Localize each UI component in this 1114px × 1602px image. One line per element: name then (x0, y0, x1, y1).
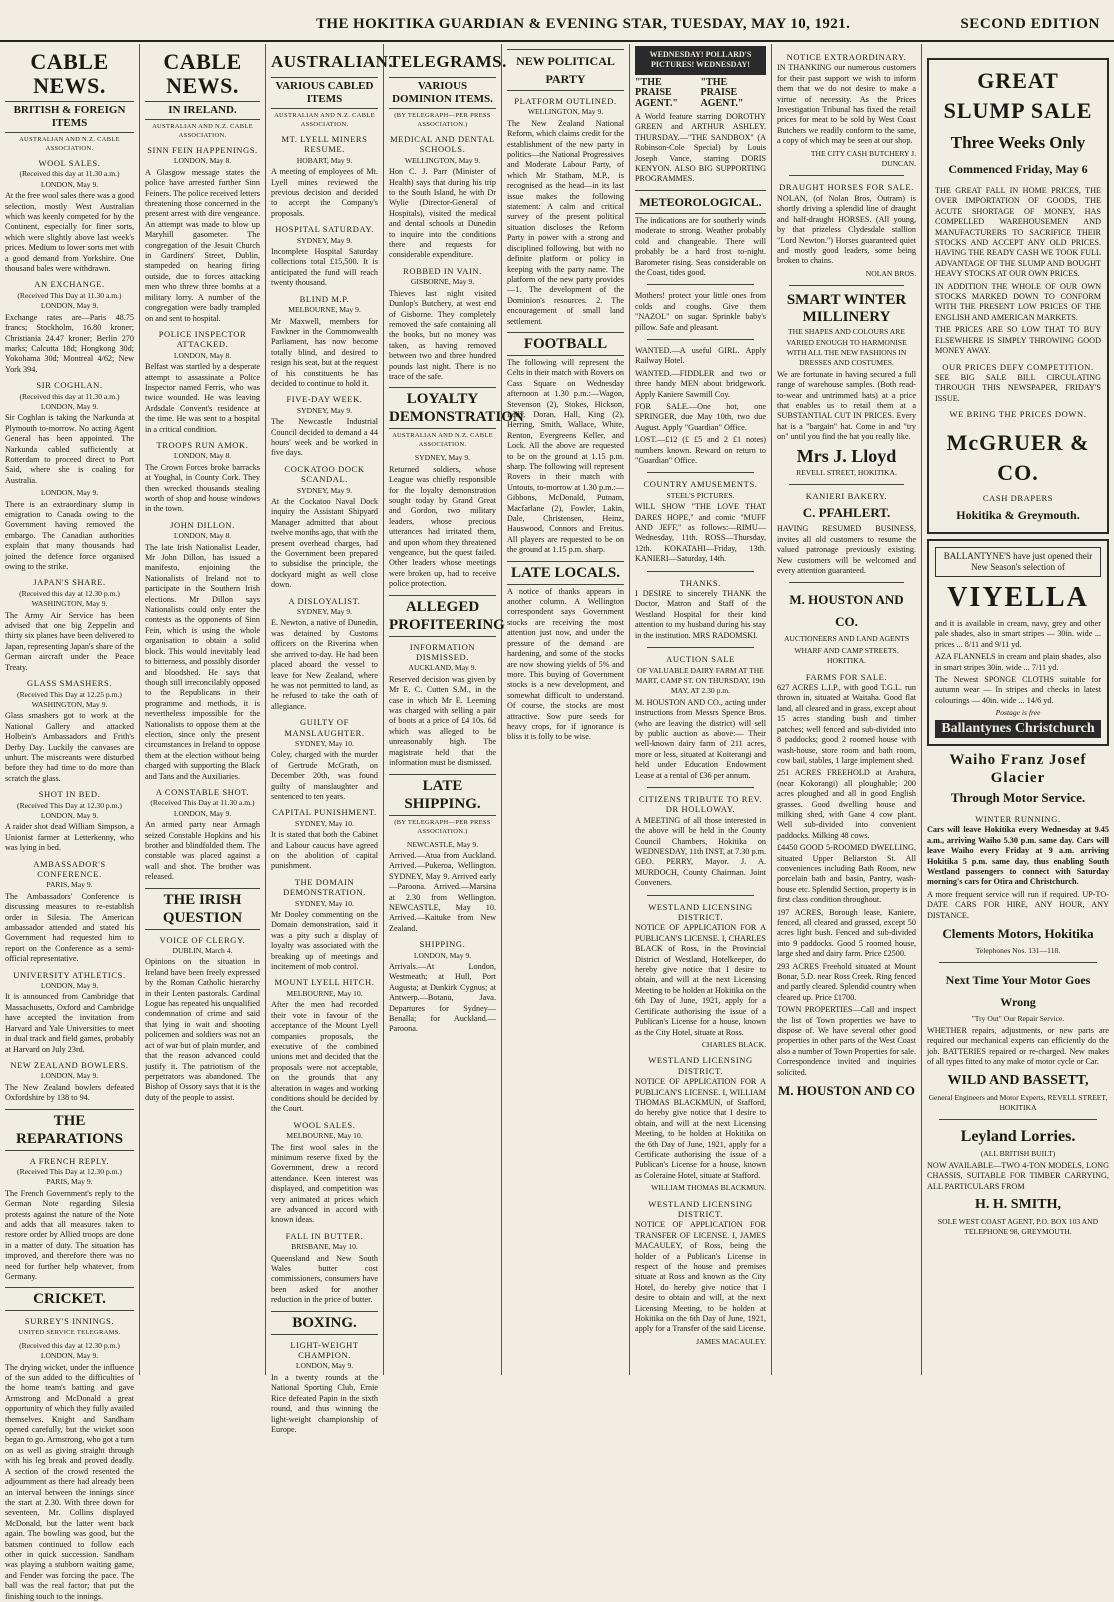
article-head: MEDICAL AND DENTAL SCHOOLS. (390, 134, 495, 155)
notice-head: THANKS. (680, 577, 721, 588)
mcgruer-subtitle: CASH DRAPERS (982, 492, 1054, 503)
cinema-titles (635, 78, 766, 109)
article-dateline: (Received This Day at 11.30 a.m.) LONDON, May 9. (150, 798, 255, 818)
article-body: Glass smashers got to work at the National Gallery and attacked Holbein's Ambassadors and Frith's Derby Day. Luckily the canvases are unhurt. The miscreants were disturbed before they had time to do more than scratch the glass. (5, 711, 134, 783)
article-body: At the Cockatoo Naval Dock inquiry the Assistant Shipyard Manager admitted that about twelve months ago, that with the present overhead charges, had the Government been prepared to subsidise the principle, the dockyard might as well close down. (271, 497, 378, 590)
wild-bassett-subtitle: General Engineers and Motor Experts, REVELL STREET, HOKITIKA (928, 1092, 1108, 1112)
article-body: The indications are for southerly winds moderate to strong. Weather probably cold and changeable. There will probably be a hard frost to-night. Barometer rising. Seas considerable on the Coast, tides good. (635, 215, 766, 277)
advert-signature: NOLAN BROS. (865, 268, 916, 278)
waiho-title: Waiho Franz Josef Glacier (949, 752, 1087, 786)
houston-address: WHARF AND CAMP STREETS. HOKITIKA. (794, 645, 899, 666)
divider (647, 339, 754, 340)
article-body: Incomplete Hospital Saturday collections total £15,500. It is anticipated the fund will reach twenty thousand. (271, 247, 378, 288)
slump-bills: SEE BIG SALE BILL CIRCULATING THROUGH THIS NEWSPAPER, FRIDAY'S ISSUE. (935, 372, 1101, 403)
article-head: LIGHT-WEIGHT CHAMPION. (290, 1339, 359, 1361)
houston-subtitle: AUCTIONEERS AND LAND AGENTS (783, 634, 910, 644)
article-body: A Glasgow message states the police have arrested further Sinn Feiners. The police received letters threatening those concerned in the present arrest with dire vengeance. An attempt was made to blow up Maryhill gasometer. The congregation of the Jesuit Church in Gardiners' Street, Dublin, stampeded on hearing firing outside, due to forces attacking men who threw three bombs at a military lorry. A number of the congregation were badly trampled on and sent to hospital. (145, 167, 260, 323)
notice-body: I DESIRE to sincerely THANK the Doctor, Matron and Staff of the Westland Hospital for their kind attention to my husband during his stay in the institution. MRS RADOMSKI. (635, 589, 766, 640)
section-title: ALLEGED PROFITEERING (389, 595, 496, 637)
divider (647, 284, 754, 285)
article-body: Queensland and New South Wales butter cost commissioners, consumers have been asked for another reduction in the price of butter. (271, 1253, 378, 1305)
farm-listing: 251 ACRES FREEHOLD at Arahura, (near Kokorangi) all ploughable; 200 acres ploughed and all in good English grasses. Good dwelling house and milking shed, with Gane 4 cow plant. Well sub-divided into convenient paddocks. Milking 48 cows. (777, 768, 916, 840)
postage-note: Postage is free (995, 708, 1041, 718)
article-body: At the free wool sales there was a good selection, mostly West Australian which was keenly competed for by the Continent, especially for finer sorts, which were slightly above last week's prices. Medium to lower sorts met with a good demand from Yorkshire. One thousand bales were withdrawn. (5, 191, 134, 274)
article-head: AMBASSADOR'S CONFERENCE. (33, 858, 106, 879)
farm-listing: 627 ACRES L.I.P., with good T.G.L. run thrown in, situated at Waitaha. Good flat land, all cleared and in grass, except about 15 acres standing bush and timber patches; well fenced and sub-divided into 8 paddocks; good 2 roomed house with wash-house, store room and bath room, cow bail, stables, 1 large implement shed. (777, 683, 916, 765)
section-title: METEOROLOGICAL. (635, 190, 766, 214)
slump-defy: OUR PRICES DEFY COMPETITION. (942, 361, 1094, 372)
slump-title: GREAT SLUMP SALE (943, 68, 1093, 123)
column-title: CABLE NEWS. (163, 49, 242, 98)
cinema-title-right: "THE PRAISE AGENT." (700, 76, 744, 109)
bakery-body: HAVING RESUMED BUSINESS, invites all old customers to resume the valued patronage previously existing. New customers will be welcomed and every attention guaranteed. (777, 524, 916, 576)
article-body: Belfast was startled by a desperate attempt to assassinate a Police Inspector named Ferris, who was twice wounded. He was leaving Ardsdale Convent's residence at the time. He was sent to a hospital in a critical condition. (145, 362, 260, 434)
article-dateline: GISBORNE, May 9. (410, 277, 475, 287)
farm-listing: TOWN PROPERTIES—Call and inspect the list of Town properties we have to dispose of. We have several other good properties in other parts of the West Coast also a number of Town Properties for sale. Correspondence invited and inquiries solicited. (777, 1005, 916, 1077)
classified-lost: LOST.—£12 (£ £5 and 2 £1 notes) numbers known. Reward on return to "Guardian" Office. (635, 435, 766, 465)
advert-head: COUNTRY AMUSEMENTS. (643, 479, 758, 490)
divider (939, 962, 1097, 963)
article-dateline: WELLINGTON, May 9. (404, 155, 481, 165)
section-title: CRICKET. (5, 1287, 134, 1311)
column-cable-news-british (0, 44, 140, 1601)
article-dateline: SYDNEY, May 9. (296, 405, 353, 415)
article-dateline: SYDNEY, May 10. (295, 818, 354, 828)
article-dateline: (Received This Day at 11.30 a.m.) LONDON, May 9. (17, 290, 122, 311)
licence-head: WESTLAND LICENSING DISTRICT. (648, 1055, 753, 1076)
column-subtitle: VARIOUS CABLED ITEMS (271, 77, 378, 109)
article-head: HOSPITAL SATURDAY. (275, 224, 374, 235)
auction-subhead: OF VALUABLE DAIRY FARM AT THE MART, CAMP ST. ON THURSDAY, 19th MAY, AT 2.30 p.m. (635, 665, 766, 696)
article-head: THE DOMAIN DEMONSTRATION. (283, 876, 366, 898)
section-title: FOOTBALL (507, 332, 624, 356)
association-line: AUSTRALIAN AND N.Z. CABLE ASSOCIATION. (152, 123, 253, 139)
section-title: LATE SHIPPING. (389, 774, 496, 816)
article-body: Hon C. J. Parr (Minister of Health) says that during his trip to the South Island, he with Dr Wylie (Director-General of Hospitals), visited the medical and dental schools at Dunedin to inquire into the conditions there and requests for considerable expenditure. (389, 167, 496, 260)
column-australian (266, 44, 394, 1434)
licence-body: NOTICE OF APPLICATION FOR A PUBLICAN'S LICENSE. I, CHARLES BLACK of Ross, in the Provincial District of Westland, Hotelkeeper, do hereby give notice that I desire to obtain, and will at the next Licensing Meeting to be holden at Hokitika on the 6th Day of June, 1921, apply for a Certificate authorising the issue of a Publican's License for a house, known as the City Hotel, situate at Ross. (635, 923, 766, 1037)
smith-name: H. H. SMITH, (975, 1196, 1061, 1212)
notice-head: NOTICE EXTRAORDINARY. (786, 52, 907, 62)
nexttime-subtitle: "Try Out" Our Repair Service. (971, 1014, 1065, 1024)
licence-signature: WILLIAM THOMAS BLACKMUN. (651, 1183, 766, 1193)
column-title: AUSTRALIAN. (271, 52, 394, 71)
lloyd-address: REVELL STREET, HOKITIKA. (796, 467, 897, 477)
column-display-adverts (922, 44, 1114, 1375)
slump-body: THE GREAT FALL IN HOME PRICES, THE OVER IMPORTATION OF GOODS, THE ACUTE SHORTAGE OF MONEY, HAS COMPELLED WAREHOUSEMEN AND MANUFACTURERS TO SACRIFICE THEIR STOCKS AND ACCEPT ANY OLD PRICES. HAVING THE READY CASH WE TOOK FULL ADVANTAGE OF THE SLUMP AND BOUGHT HEAVY STOCKS AT OUR OWN PRICES. (935, 186, 1101, 279)
article-dateline: BRISBANE, May 10. (291, 1242, 358, 1252)
viyella-intro: BALLANTYNE'S have just opened their New Season's selection of (935, 547, 1101, 577)
advert-head: DRAUGHT HORSES FOR SALE. (779, 182, 914, 193)
article-head: TROOPS RUN AMOK. (156, 439, 249, 450)
article-body: Sir Coghlan is taking the Narkunda at Plymouth to-morrow. No acting Agent General has been appointed. The Narkunda cabled sufficiently at Rotterdam to proceed direct to Port Said, where she is coaling for Australia. (5, 413, 134, 485)
licence-body: NOTICE OF APPLICATION FOR TRANSFER OF LICENSE. I, JAMES MACAULEY, of Ross, being the holder of a Publican's License in respect of the house and premises situate at Ross and known as the City Hotel, do hereby give notice that I desire to obtain and will, at the next Licensing Meeting, to be holden at Hokitika on the 6th Day of June, 1921, apply for a Transfer of the said License. (635, 1220, 766, 1334)
column-adverts (772, 44, 922, 1375)
article-dateline: WELLINGTON, May 9. (527, 107, 604, 117)
millinery-body: We are fortunate in having secured a full range of warehouse samples. (Both read-to-wear and untrimmed hats) at a price that enables us to retail them at a SUBSTANTIAL CUT IN PRICES. Every hat is a "bargain" hat. Come in and "try on" until you find the hat you really like. (777, 369, 916, 442)
article-head: JAPAN'S SHARE. (33, 577, 106, 588)
article-dateline: LONDON, May 8. (173, 451, 232, 461)
article-head: AN EXCHANGE. (34, 279, 105, 290)
clements-name: Clements Motors, Hokitika (942, 926, 1094, 942)
licence-body: NOTICE OF APPLICATION FOR A PUBLICAN'S LICENSE. I, WILLIAM THOMAS BLACKMUN, of Stafford, do hereby give notice that I desire to obtain, and will at the next Licensing Meeting, to be holden at Hokitika on the 6th Day of June, 1921, apply for a Certificate authorising the issue of a Publican's License for a house, known as Coleraine Hotel, situate at Stafford. (635, 1077, 766, 1180)
article-dateline: (Received this day at 11.30 a.m.) LONDON, May 9. (19, 169, 120, 189)
article-body: The Ambassadors' Conference is discussing measures to re-establish order in Silesia. The American ambassador attended and stated his Government had requested him to report on the Conference as a semi-official representative. (5, 891, 134, 964)
column-cable-news-ireland (140, 44, 266, 1375)
article-body: The drying wicket, under the influence of the sun added to the difficulties of the home team's batting and gave Armstrong and McDonald a great opportunity of which they fully availed themselves. Knight and Sandham opened carefully, but the wicket soon began to go. Armstrong, who got a turn on as well as giving straight through with his leg break and proved deadly. A section of the crowd resented the adjournment as there had already been an interval between the innings since the start at 2.30. With three down for seventeen, Mr. Collins displayed McDonald, but the latter went back again. The bowling was good, but the batsmen continued to follow each other in quick succession. Sandham was playing a stubborn waiting game, and Fender was forcing the pace. The ball was the real factor; that put the finishing touch to the innings. (5, 1362, 134, 1601)
article-dateline: AUCKLAND, May 9. (408, 663, 477, 673)
classified-for-sale: FOR SALE.—One hot, one SPRINGER, due May 10th, two due August. Apply "Guardian" Office. (635, 401, 766, 432)
article-dateline: LONDON, May 8. (173, 350, 232, 360)
column-notices (630, 44, 772, 1375)
article-body: It is stated that both the Cabinet and Labour caucus have agreed on the abolition of capital punishment. (271, 830, 378, 871)
edition-label: SECOND EDITION (960, 16, 1100, 32)
divider (647, 647, 754, 648)
association-line: (BY TELEGRAPH—PER PRESS ASSOCIATION.) (394, 818, 491, 835)
section-title: THE REPARATIONS (5, 1109, 134, 1151)
association-line: AUSTRALIAN AND N.Z. CABLE ASSOCIATION. (19, 136, 120, 152)
article-head: SIR COGHLAN. (36, 380, 103, 391)
cinema-banner: WEDNESDAY! POLLARD'S PICTURES! WEDNESDAY! (635, 46, 766, 75)
notice-signature: THE CITY CASH BUTCHERY J. DUNCAN. (810, 148, 916, 169)
article-dateline: LONDON, May 9. (40, 981, 99, 991)
divider (647, 895, 754, 896)
leyland-body: NOW AVAILABLE—TWO 4-TON MODELS, LONG CHASSIS, SUITABLE FOR TIMBER CARRYING, ALL PARTICULARS FROM (927, 1160, 1109, 1191)
article-head: SINN FEIN HAPPENINGS. (147, 145, 258, 155)
association-line: AUSTRALIAN AND N.Z. CABLE ASSOCIATION. (274, 112, 375, 128)
article-body: The French Government's reply to the German Note regarding Silesia protests against the nature of the Note and adds that all measures taken to restore order by Allied troops are done in a matter of duty. The situation has improved, and therefore there was no need for further help whatever, from Germany. (5, 1188, 134, 1281)
waiho-footer: A more frequent service will run if required. UP-TO-DATE CARS FOR HIRE, ANY HOUR, ANY DISTANCE. (927, 889, 1109, 920)
article-dateline: SYDNEY, May 9. (414, 453, 471, 463)
section-title: LATE LOCALS. (507, 561, 624, 585)
notice-body: A MEETING of all those interested in the above will be held in the County Council Chambers, Hokitika on WEDNESDAY, 11th INST, at 7.30 p.m. GEO. PERRY, Mayor. J. A. MURDOCH, County Chairman. Joint Conveners. (635, 815, 766, 888)
article-head: WOOL SALES. (293, 1119, 356, 1130)
article-body: A meeting of employees of Mt. Lyell mines reviewed the previous decision and decided to accept the Company's proposals. (271, 167, 378, 218)
millinery-title: SMART WINTER MILLINERY (786, 292, 907, 326)
article-dateline: (Received This Day at 12.25 p.m.) WASHINGTON, May 9. (17, 689, 122, 709)
article-body: It is announced from Cambridge that Massachusetts, Oxford and Cambridge have accepted the invitation from Harvard and Yale Universities to meet in dual track and field games, probably at Harvard on July 23rd. (5, 992, 134, 1054)
classified-wanted: WANTED.—A useful GIRL. Apply Railway Hotel. (635, 345, 766, 366)
nexttime-title: Next Time Your Motor Goes Wrong (945, 973, 1091, 1010)
column-political-party (502, 44, 630, 1375)
mcgruer-town: Hokitika & Greymouth. (956, 507, 1080, 522)
clements-phone: Telephones Nos. 131—118. (975, 946, 1061, 956)
article-body: E. Newton, a native of Dunedin, was detained by Customs officers on the Riverina when she arrived to-day. He had been placed aboard the vessel to leave for New Zealand, where he was not permitted to land, as he refused to take the oath of allegiance. (271, 618, 378, 711)
article-dateline: LONDON, May 9. (40, 1071, 99, 1081)
notice-body: IN THANKING our numerous customers for their past support we wish to inform them that we do not desire to make a virtue of necessity. As the Prices Investigation Tribunal has fixed the retail prices for meat to be sold by West Coast Butchers we readily conform to the same, a copy of which may be seen at our shop. (777, 63, 916, 146)
article-body: The Crown Forces broke barracks at Youghal, in County Cork. They then wrecked thousands stealing worth of shop and house windows in the town. (145, 462, 260, 514)
article-head: A CONSTABLE SHOT. (155, 786, 250, 797)
article-head: UNIVERSITY ATHLETICS. (13, 969, 126, 980)
farm-listing: 293 ACRES Freehold situated at Mount Bonar, 5.D. near Ross Creek. Ring fenced and partly cleared. Splendid country when cleared up. Price £1700. (777, 961, 916, 1002)
masthead (0, 0, 1114, 42)
houston-name: M. HOUSTON AND CO. (789, 592, 904, 630)
leyland-subtitle: (ALL BRITISH BUILT) (980, 1149, 1056, 1159)
article-body: Reserved decision was given by Mr E. C. Cutten S.M., in the case in which Mr E. Leeming was charged with selling a pair of boots at a price of £4 10s. 6d which was alleged to be unreasonably high. The magistrate held that the information must be dismissed. (389, 674, 496, 768)
article-dateline: SYDNEY, May 9. (296, 607, 353, 617)
article-body: Mr Dooley commenting on the Domain demonstration, said it was a pity such a display of loyalty was associated with the breaking up of meetings and incitement of mob control. (271, 910, 378, 972)
article-dateline: MELBOURNE, May 10. (286, 1131, 363, 1141)
article-head: FIVE-DAY WEEK. (286, 394, 363, 405)
article-head: JOHN DILLON. (170, 519, 235, 530)
article-head: CAPITAL PUNISHMENT. (272, 807, 377, 818)
article-head: GLASS SMASHERS. (26, 678, 113, 689)
article-head: SHIPPING. (419, 939, 466, 950)
licence-head: WESTLAND LICENSING DISTRICT. (648, 1198, 753, 1219)
licence-signature: CHARLES BLACK. (701, 1039, 766, 1049)
article-body: After the men had recorded their vote in favour of the acceptance of the Mount Lyell companies proposals, the executive of the combined unions met and decided that the proposals were not acceptable, on the grounds that any alteration in wages and working conditions should be decided by the Court. (271, 1000, 378, 1114)
column-subtitle: BRITISH & FOREIGN ITEMS (5, 101, 134, 133)
article-dateline: LONDON, May 8. (173, 156, 232, 166)
article-body: The Army Air Service has been advised that one big Zeppelin and thirty six planes have been delivered to Japan, representing Japan's share of the German aircraft under the Peace Treaty. (5, 610, 134, 672)
article-head: BLIND M.P. (299, 293, 350, 304)
article-dateline: (Received this day at 12.30 p.m.) LONDON, May 9. (19, 1340, 120, 1361)
article-body: The following will represent the Celts in their match with Rovers on Cass Square on Wednesday afternoon at 1.30 p.m.:—Wagon, Stevenson (2), Stokes, Hickson, Ledy, Doran, Hall, King (2), Herring, Smith, Wallace, White, Renton, Evergreens Keller, and Lock. All the above are requested to be on the ground at 1.15 p.m. sharp. The following will represent Rovers in their match with Untouts, to-morrow at 1.30 p.m.:—Gibbons, McDonald, Putnam, Macfarlane (2), Fowler, Lakin, Dale, Christensen, Heinz, Hauswood, Connors and Freitus. All players are requested to be on the ground at 1.15 p.m. sharp. (507, 357, 624, 555)
article-head: COCKATOO DOCK SCANDAL. (284, 463, 365, 485)
article-body: Coley, charged with the murder of Gertrude McGrath, on December 20th, was found guilty of manslaughter and sentenced to ten years. (271, 750, 378, 801)
article-body: Arrivals.—At London, Westmeath; at Hull, Port Augusta; at Dunkirk Cygnus; at Antwerp.—Botanu, Java. Departures for Sydney—Benalla; for Auckland.—Paroona. (389, 961, 496, 1034)
farm-listing: £4450 GOOD 5-ROOMED DWELLING, situated Upper Beliarston St. All conveniences including Bath Room, new porcelain bath and basin, Pantry, wash-house etc. Splendid Section, property is in first class condition throughout. (777, 843, 916, 905)
article-body: There is an extraordinary slump in emigration to Canada owing to the Government having removed the embargo. The Canadian authorities explain that many thousands had joined the defence force organised owing to the strike. (5, 499, 134, 572)
advert-subhead: STEEL'S PICTURES. (666, 490, 735, 500)
licence-signature: JAMES MACAULEY. (696, 1336, 766, 1346)
article-dateline: MELBOURNE, May 10. (286, 988, 363, 998)
article-body: The late Irish Nationalist Leader, Mr John Dillon, has issued a manifesto, enjoining the Nationalists of Ireland not to participate in the Southern Irish elections. Mr Dillon says Nationalists could only enter the contests as the opponents of Sinn Fein, which is using the whole organisation to obtain a solid block. This would inevitably lead to bitterness, and possibly disorder and bloodshed. He says that though still irreconcilably opposed to the Republicans in their programme and methods, it is nevertheless impossible for the Nationalists to oppose them at the election, since only the present circumstances in Ireland to oppose them at the election without being charged with supporting the Black and Tans and the Auxiliaries. (145, 542, 260, 781)
bakery-name: C. PFAHLERT. (802, 505, 891, 521)
article-head: INFORMATION DISMISSED. (409, 641, 476, 663)
licence-head: WESTLAND LICENSING DISTRICT. (648, 901, 753, 923)
article-body: The Newcastle Industrial Council decided to demand a 44 hours' week and be worked in five days. (271, 417, 378, 458)
article-body: The first wool sales in the minimum reserve fixed by the Government, drew a record attendance. Keen interest was displayed, and competition was very animated at prices which are advanced in accord with known ideas. (271, 1142, 378, 1225)
cinema-body: A World feature starring DOROTHY GREEN and ARTHUR ASHLEY. THURSDAY.—"THE SANDBOX" (A Robinson-Cole Special) by Louis Joseph Vance, starring DORIS KENYON. ALSO BIG SUPPORTING PROGRAMMES. (635, 112, 766, 184)
divider (789, 285, 904, 286)
advert-body: WILL SHOW "THE LOVE THAT DARES HOPE," and comic "MUFF AND JEFF," as follows:—RIMU—Wednesday, 11th. ROSS—Thursday, 12th. KOKATAHI—Friday, 13th. KANIERI—Saturday, 14th. (635, 502, 766, 564)
article-dateline: NEWCASTLE, May 9. (406, 839, 479, 849)
ballantynes-banner: Ballantynes Christchurch (935, 720, 1101, 738)
cinema-title-left: "THE PRAISE AGENT." (635, 76, 678, 109)
auction-head: AUCTION SALE (666, 654, 735, 665)
slump-date: Commenced Friday, May 6 (948, 162, 1088, 176)
article-dateline: SYDNEY, May 10. (295, 898, 354, 908)
article-dateline: SYDNEY, May 9. (296, 485, 353, 495)
article-body: Arrived.—Atua from Auckland. Arrived.—Pukeroa, Wellington. SYDNEY, May 9. Arrived early—Paroona. Arrived.—Marsina at 2.30 from Wellington. NEWCASTLE, May 10. Arrived.—Kaituke from New Zealand. (389, 850, 496, 933)
article-head: WOOL SALES. (38, 158, 101, 168)
waiho-body: Cars will leave Hokitika every Wednesday at 9.45 a.m., arriving Waiho 5.30 p.m. same day. Cars will leave Waiho every Friday at 9 a.m. arriving Hokitika 5 p.m. same day, thus enabling South Westland passengers to connect with Saturday morning's cars for Otira and Christchurch. (927, 825, 1109, 887)
divider (939, 1119, 1097, 1120)
article-dateline: PARIS, May 9. (46, 880, 93, 890)
article-head: SURREY'S INNINGS. (24, 1316, 115, 1327)
article-head: POLICE INSPECTOR ATTACKED. (158, 328, 247, 350)
association-line: (BY TELEGRAPH—PER PRESS ASSOCIATION.) (394, 112, 491, 128)
section-title: LOYALTY DEMONSTRATION (389, 387, 496, 429)
article-body: Opinions on the situation in Ireland have been freely expressed by the Roman Catholic hierarchy in their Lenten pastorals. Cardinal Logue has repeated his unqualified condemnation of crime and said that lying in wait and shooting policemen and soldiers was not an act of war but of plain murder, and that the reason advanced could justify it. The patriotism of the perpetrators was abandoned. The Bishop of Ossory says that it is the duty of the people to assist. (145, 957, 260, 1102)
article-head: PLATFORM OUTLINED. (514, 96, 617, 106)
section-title: NEW POLITICAL PARTY (507, 49, 624, 91)
divider (647, 472, 754, 473)
wild-bassett-name: WILD AND BASSETT, (947, 1072, 1089, 1088)
divider (789, 582, 904, 583)
article-head: NEW ZEALAND BOWLERS. (10, 1059, 129, 1070)
masthead-title: THE HOKITIKA GUARDIAN & EVENING STAR, TUESDAY, MAY 10, 1921. (316, 16, 851, 32)
smith-address: SOLE WEST COAST AGENT, P.O. BOX 103 AND TELEPHONE 98, GREYMOUTH. (937, 1216, 1099, 1237)
waiho-winter: WINTER RUNNING. (975, 814, 1061, 824)
article-dateline: LONDON, May 9. (413, 950, 472, 960)
column-telegrams (384, 44, 524, 1375)
article-head: VOICE OF CLERGY. (159, 934, 246, 945)
viyella-body: and it is available in cream, navy, grey and other pale shades, also in smart stripes — 30in. wide ... prices ... 8/11 and 9/11 yd. (935, 618, 1101, 649)
leyland-name: Leyland Lorries. (960, 1128, 1076, 1146)
slump-body: IN ADDITION THE WHOLE OF OUR OWN STOCKS MARKED DOWN TO CONFORM WITH THE PRESENT LOW PRICES OF THE ENGLISH AND AMERICAN MARKETS. (935, 281, 1101, 322)
article-dateline: LONDON, May 9. (40, 488, 99, 498)
farms-head: FARMS FOR SALE. (805, 671, 888, 682)
article-head: MOUNT LYELL HITCH. (274, 977, 375, 988)
article-head: FALL IN BUTTER. (285, 1230, 364, 1241)
article-body: Mr Maxwell, members for Fawkner in the Commonwealth Parliament, has now become totally blind, and desired to resign his seat, but at the request of his constituents he has decided to continue to hold it. (271, 316, 378, 388)
divider (647, 571, 754, 572)
viyella-advert (927, 539, 1109, 746)
article-body: A raider shot dead William Simpson, a Unionist farmer at Letterkenny, who was lying in bed. (5, 822, 134, 853)
farm-listing: 197 ACRES, Borough lease, Kaniere, fenced, all cleared and grassed, except 50 acres light bush. Fenced and sub-divided into 9 paddocks. Good 5 roomed house, large shed and dairy farm. Price £2500. (777, 907, 916, 959)
article-dateline: LONDON, May 9. (295, 1361, 354, 1371)
flannels-body: AZA FLANNELS in cream and plain shades, also in smart stripes 30in. wide ... 7/11 yd. (935, 652, 1101, 672)
auction-body: M. HOUSTON AND CO., acting under instructions from Messrs Spence Bros. (who are leaving the district) will sell by public auction as above:— Their well-known dairy farm of 211 acres, more or less, situated at Koiterangi and held under Education Endowment Lease at a rental of £36 per annum. (635, 697, 766, 780)
association-line: AUSTRALIAN AND N.Z. CABLE ASSOCIATION. (392, 432, 493, 449)
slump-sale-advert (927, 58, 1109, 534)
viyella-name: VIYELLA (947, 581, 1089, 613)
article-body: Returned soldiers, whose League was chiefly responsible for the loyalty demonstration sought today by Grand Great and Gordon, two military leaders, whose precious utterances had irritated them, and upon whom they threatened vengeance, but the quest failed. Other leaders whose meetings were broken up, had to receive police protection. (389, 464, 496, 589)
article-dateline: SYDNEY, May 10. (295, 738, 354, 748)
waiho-subtitle: Through Motor Service. (950, 790, 1086, 805)
section-title: THE IRISH QUESTION (145, 888, 260, 930)
article-head: MT. LYELL MINERS RESUME. (281, 134, 368, 155)
article-body: A notice of thanks appears in another column. A Wellington correspondent says Government stocks are receiving the most attention just now, and under the pressure of the demand are hardening, and some of the stocks are now showing yields of 5% and more. This buying of Government stocks is a new development, and somewhat difficult to understand. Of course, the stocks are most attractive. Sow pure seeds for heavy crops, for if ignorance is bliss it is folly to be wise. (507, 586, 624, 742)
article-dateline: DUBLIN, March 4. (172, 946, 233, 956)
article-dateline: MELBOURNE, May 9. (288, 305, 361, 315)
article-dateline: HOBART, May 9. (296, 155, 353, 165)
column-subtitle: IN IRELAND. (145, 101, 260, 120)
article-head: GUILTY OF MANSLAUGHTER. (284, 717, 365, 738)
article-body: Thieves last night visited Dunlop's Butchery, at west end of Gisborne. They completely removed the safe containing all the books, but no money was taken, as having removed between two and three hundred pounds last night. There is no trace of the safe. (389, 288, 496, 381)
advert-nazol: Mothers! protect your little ones from colds and coughs. Give them "NAZOL" on sugar. Sprinkle baby's pillow. Safe and pleasant. (635, 291, 766, 332)
notice-head: CITIZENS TRIBUTE TO REV. DR HOLLOWAY. (638, 793, 763, 815)
article-head: SHOT IN BED. (38, 789, 101, 800)
article-body: In a twenty rounds at the National Sporting Club, Ernie Rice defeated Papin in the sixth round, and thus winning the light-weight championship of Europe. (271, 1372, 378, 1434)
article-dateline: (Received this day at 12.30 p.m.) WASHINGTON, May 9. (19, 588, 120, 609)
advert-body: NOLAN, (of Nolan Bros, Outram) is shortly driving a splendid line of draught and half-draught HORSES. (All young, by that prizeless Clydesdale stallion "Lord Newton.") Horses guaranteed quiet and mostly good leaders, some being broken to chains. (777, 193, 916, 266)
article-dateline: LONDON, May 8. (173, 531, 232, 541)
association-line: UNITED SERVICE TELEGRAMS. (18, 1328, 121, 1336)
lloyd-name: Mrs J. Lloyd (796, 445, 897, 466)
article-body: The New Zealand National Reform, which claims credit for the establishment of the new party in politics—the National Progressives and Moderate Labour Party, of which Mr Statham, M.P., is recognised as the head—in its last issue makes the following statement: A calm and critical survey of the present political situation discloses the Reform Party in power with a strong and disciplined following, but with no definite platform or policy in keeping with the party name. The platform of the new party provides—1. The development of the Dominion's resources. 2. The encouragement of small land settlement. (507, 118, 624, 326)
article-dateline: (Received This Day at 12.30 p.m.) PARIS, May 9. (17, 1166, 122, 1187)
divider (789, 484, 904, 485)
houston-footer: M. HOUSTON AND CO (778, 1083, 915, 1099)
divider (789, 175, 904, 176)
millinery-subtitle: THE SHAPES AND COLOURS ARE VARIED ENOUGH TO HARMONISE WITH ALL THE NEW FASHIONS IN DRESSES AND COSTUMES. (786, 327, 907, 368)
article-body: An armed party near Armagh seized Constable Hopkins and his brother and blindfolded them. The constable was placed against a wall and shot. The brother was released. (145, 820, 260, 882)
article-head: ROBBED IN VAIN. (403, 265, 482, 276)
slump-body: THE PRICES ARE SO LOW THAT TO BUY ELSEWHERE IS SIMPLY THROWING GOOD MONEY AWAY. (935, 325, 1101, 356)
mcgruer-name: McGRUER & CO. (946, 429, 1090, 485)
column-title: CABLE NEWS. (30, 49, 109, 98)
divider (647, 787, 754, 788)
sponge-body: The Newest SPONGE CLOTHS suitable for autumn wear — In stripes and checks in latest colourings — 40in. wide ... 14/6 yd. (935, 674, 1101, 705)
section-title: BOXING. (271, 1311, 378, 1335)
article-head: A FRENCH REPLY. (29, 1155, 110, 1166)
bakery-head: KANIERI BAKERY. (805, 491, 888, 501)
column-subtitle: VARIOUS DOMINION ITEMS. (389, 77, 496, 109)
slump-bring: WE BRING THE PRICES DOWN. (949, 409, 1087, 420)
classified-wanted: WANTED.—FIDDLER and two or three handy MEN about bridgework. Apply Kaniere Sawmill Coy. (635, 368, 766, 399)
article-dateline: (Received This Day at 12.30 p.m.) LONDON, May 9. (17, 800, 122, 820)
article-body: The New Zealand bowlers defeated Oxfordshire by 138 to 94. (5, 1082, 134, 1103)
article-dateline: SYDNEY, May 9. (296, 235, 353, 245)
article-body: Exchange rates are—Paris 48.75 francs; Stockholm, 16.80 kroner; Christiania 24.47 kroner; Berlin 270 marks; Calcutta 18d; Hongkong 30d; Yokohama 30d; Montreal 4/62; New York 394. (5, 312, 134, 374)
article-dateline: (Received this day at 11.30 a.m.) LONDON, May 9. (19, 391, 120, 411)
nexttime-body: WHETHER repairs, adjustments, or new parts are required our mechanical experts can efficiently do the job. BATTERIES repaired or re-charged. New makes of all types fitted to any make of motor cycle or Car. (927, 1025, 1109, 1067)
article-head: A DISLOYALIST. (288, 595, 361, 606)
slump-subtitle: Three Weeks Only (950, 133, 1086, 152)
column-title: TELEGRAMS. (389, 52, 507, 71)
